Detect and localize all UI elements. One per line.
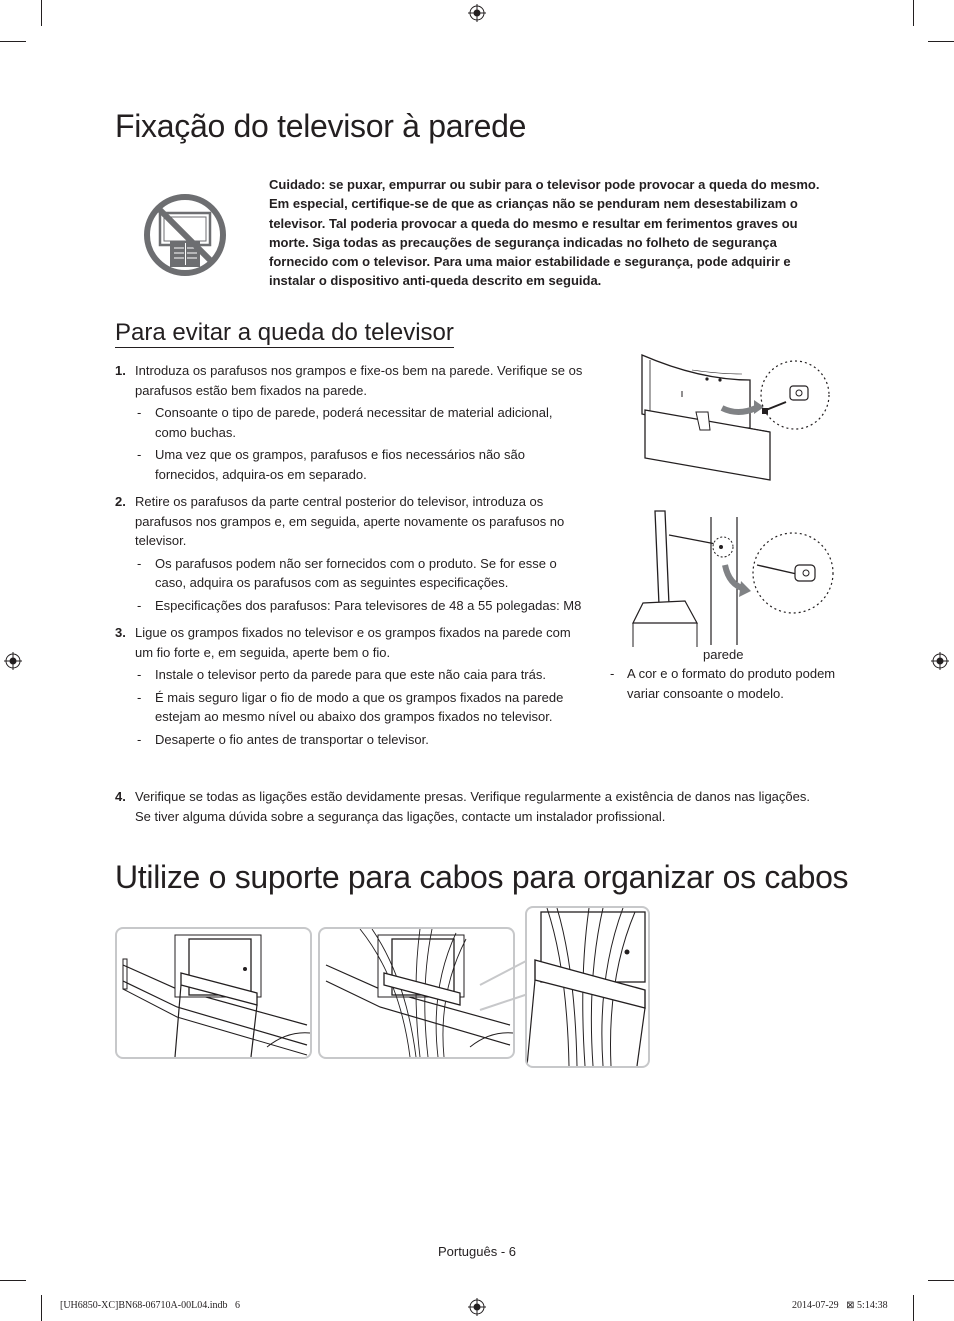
page-footer: Português - 6 [437,1244,517,1259]
step-4 [115,787,827,834]
caution-text: Cuidado: se puxar, empurrar ou subir para o televisor pode provocar a queda do mesmo. Em especial, certifique-se de que as crianças não se penduram nem desestabilizam o televisor. Tal poderia provocar a queda do mesmo e resultar em ferimentos graves ou morte. Siga todas as precauções de segurança indicadas no folheto de segurança fornecido com o televisor. Para uma maior estabilidade e segurança, pode adquirir e instalar o dispositivo anti-queda descrito em seguida. [269,177,820,289]
crop-mark [41,0,42,26]
section-title: Para evitar a queda do televisor [115,319,454,346]
step-number: 4. [115,789,126,804]
zoom-callout-lines [470,960,530,1020]
crop-mark [928,1280,954,1281]
crop-mark [0,1280,26,1281]
step-note: - Instale o televisor perto da parede para que este não caia para trás. [137,667,546,682]
figure-note: - A cor e o formato do produto podem variar consoante o modelo. [610,666,836,701]
steps-list [115,361,585,757]
step-note: - Consoante o tipo de parede, poderá necessitar de material adicional, como buchas. [137,405,553,440]
registration-mark-icon [4,652,22,670]
step-note: - Desaperte o fio antes de transportar o televisor. [137,731,429,747]
crop-mark [913,0,914,26]
section-title-cable: Utilize o suporte para cabos para organizar os cabos [115,859,849,895]
cable-holder-illustration [115,927,312,1059]
step-number: 3. [115,625,126,640]
step-2 [115,492,585,615]
crop-mark [0,41,26,42]
crop-mark [928,41,954,42]
step-text: Verifique se todas as ligações estão devidamente presas. Verifique regularmente a existência de danos nas ligações. Se tiver alguma dúvida sobre a segurança das ligações, contacte um instalador profissional. [135,789,810,824]
step-note: - Especificações dos parafusos: Para televisores de 48 a 55 polegadas: M8 [137,597,582,613]
cable-holder-zoom [525,906,650,1068]
figure-label: parede [703,647,744,662]
page-title: Fixação do televisor à parede [115,108,527,144]
step-note: - Os parafusos podem não ser fornecidos com o produto. Se for esse o caso, adquira os parafusos com as seguintes especificações. [137,555,557,590]
step-text: Introduza os parafusos nos grampos e fixe-os bem na parede. Verifique se os parafusos estão bem fixados na parede. [135,363,583,398]
wall-mount-illustration [630,350,840,495]
crop-mark [41,1295,42,1321]
step-note: - É mais seguro ligar o fio de modo a que os grampos fixados na parede estejam ao mesmo nível ou abaixo dos grampos fixados no televisor. [137,689,564,724]
step-note: - Uma vez que os grampos, parafusos e fios necessários não são fornecidos, adquira-os em separado. [137,447,525,482]
registration-mark-icon [468,4,486,22]
crop-mark [913,1295,914,1321]
step-number: 1. [115,363,126,378]
step-3 [115,623,585,749]
print-info-left: [UH6850-XC]BN68-06710A-00L04.indb 6 [60,1300,240,1311]
step-1 [115,361,585,484]
step-text: Ligue os grampos fixados no televisor e os grampos fixados na parede com um fio forte e, em seguida, aperte bem o fio. [135,625,571,660]
registration-mark-icon [468,1298,486,1316]
step-number: 2. [115,494,126,509]
print-info-right: 2014-07-29 ⊠ 5:14:38 [792,1300,888,1311]
registration-mark-icon [931,652,949,670]
wall-wire-illustration [625,505,840,650]
step-text: Retire os parafusos da parte central posterior do televisor, introduza os parafusos nos grampos e, em seguida, aperte novamente os parafusos no televisor. [135,494,565,548]
no-climbing-warning-icon [142,193,228,277]
